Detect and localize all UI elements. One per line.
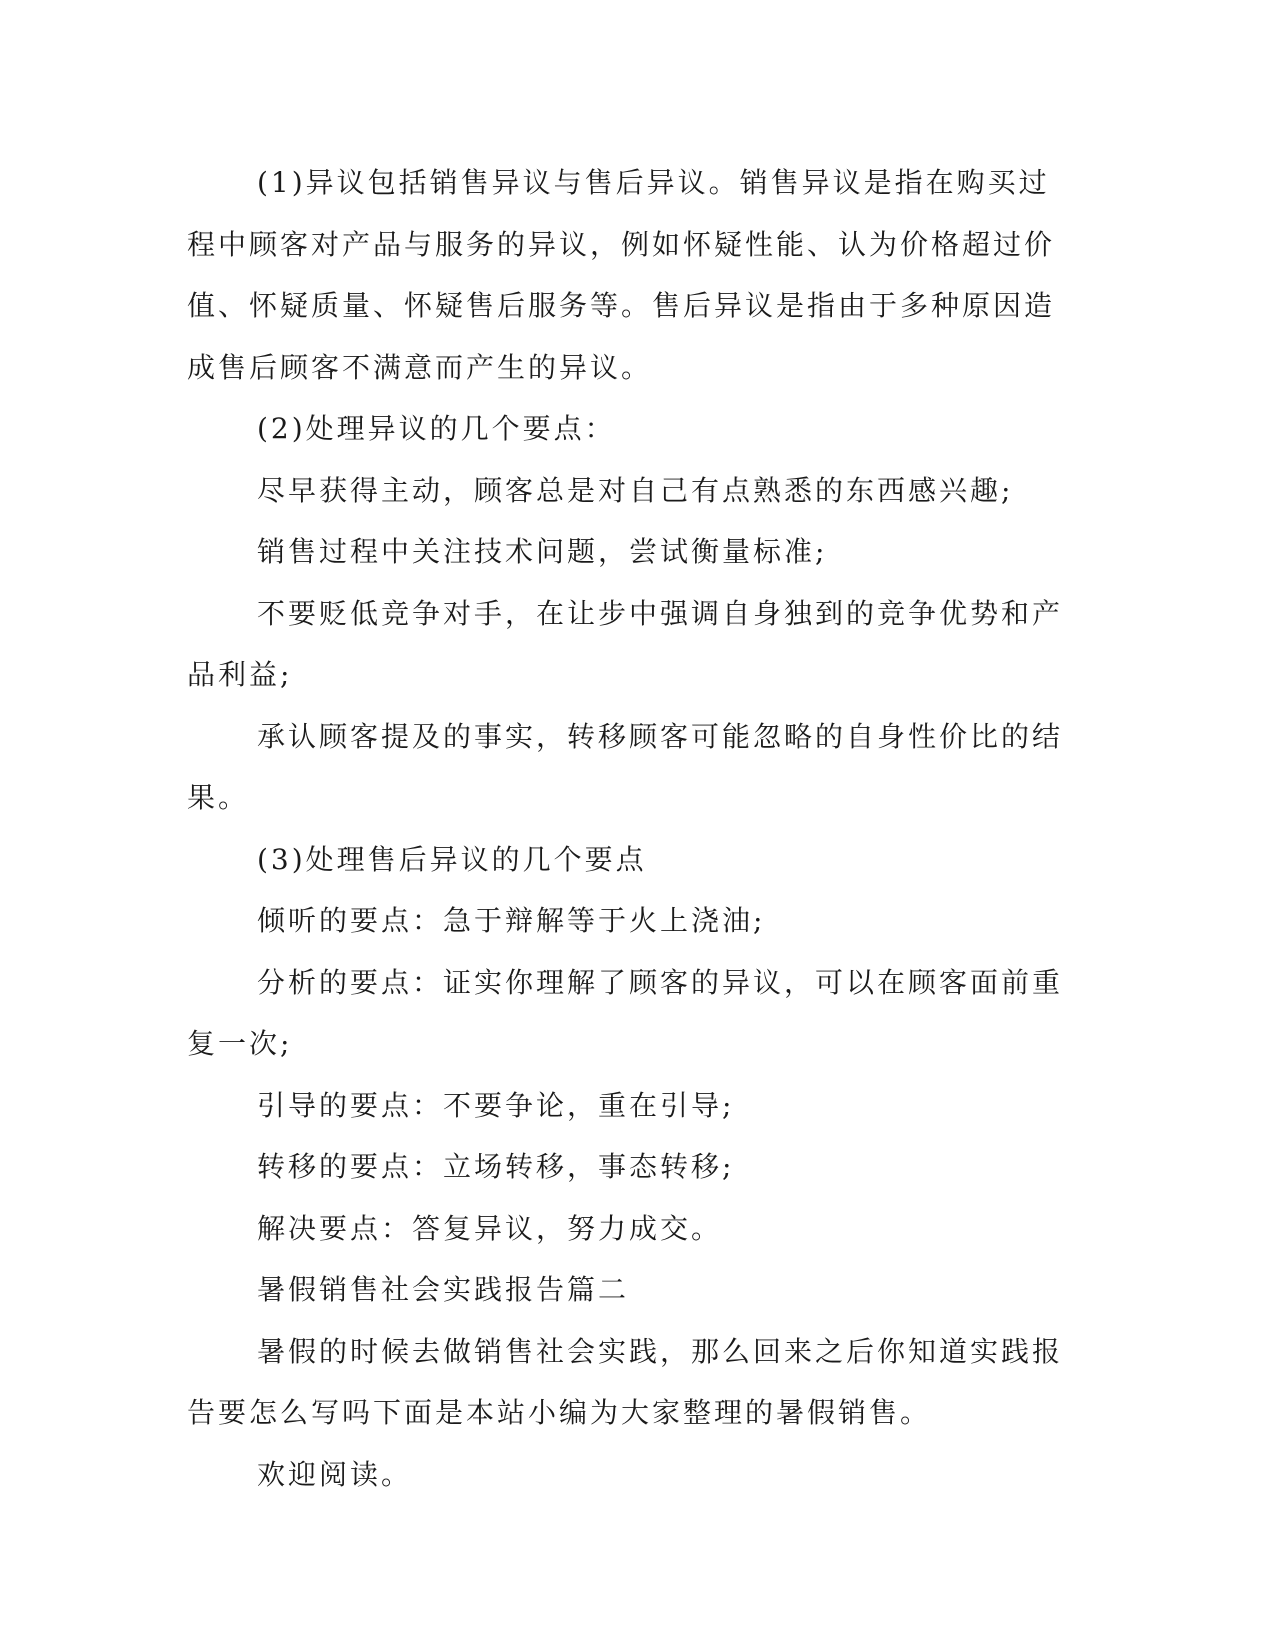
paragraph-aftersales-heading: (3)处理售后异议的几个要点 [257, 842, 647, 876]
paragraph-welcome: 欢迎阅读。 [257, 1457, 413, 1491]
paragraph-point-initiative: 尽早获得主动，顾客总是对自己有点熟悉的东西感兴趣; [257, 473, 1014, 507]
paragraph-report-intro: 暑假的时候去做销售社会实践，那么回来之后你知道实践报告要怎么写吗下面是本站小编为大家整理的暑假销售。 [187, 1334, 1064, 1429]
paragraph-objection-points-heading: (2)处理异议的几个要点： [257, 412, 616, 445]
paragraph-point-listening: 倾听的要点：急于辩解等于火上浇油; [257, 904, 766, 937]
paragraph-point-resolution: 解决要点：答复异议，努力成交。 [257, 1211, 723, 1245]
paragraph-point-analysis: 分析的要点：证实你理解了顾客的异议，可以在顾客面前重复一次; [187, 965, 1064, 1060]
paragraph-point-competitors: 不要贬低竞争对手，在让步中强调自身独到的竞争优势和产品利益; [187, 596, 1064, 691]
section-title-report-two: 暑假销售社会实践报告篇二 [257, 1273, 630, 1306]
paragraph-point-guidance: 引导的要点：不要争论，重在引导; [257, 1088, 735, 1122]
paragraph-point-technical: 销售过程中关注技术问题，尝试衡量标准; [257, 535, 828, 568]
paragraph-point-facts: 承认顾客提及的事实，转移顾客可能忽略的自身性价比的结果。 [187, 719, 1064, 814]
paragraph-point-transfer: 转移的要点：立场转移，事态转移; [257, 1150, 735, 1183]
document-page [187, 152, 1067, 1505]
paragraph-objection-definition: (1)异议包括销售异议与售后异议。销售异议是指在购买过程中顾客对产品与服务的异议，例如怀疑性能、认为价格超过价值、怀疑质量、怀疑售后服务等。售后异议是指由于多种原因造成售后顾客不满意而产生的异议。 [187, 166, 1056, 384]
